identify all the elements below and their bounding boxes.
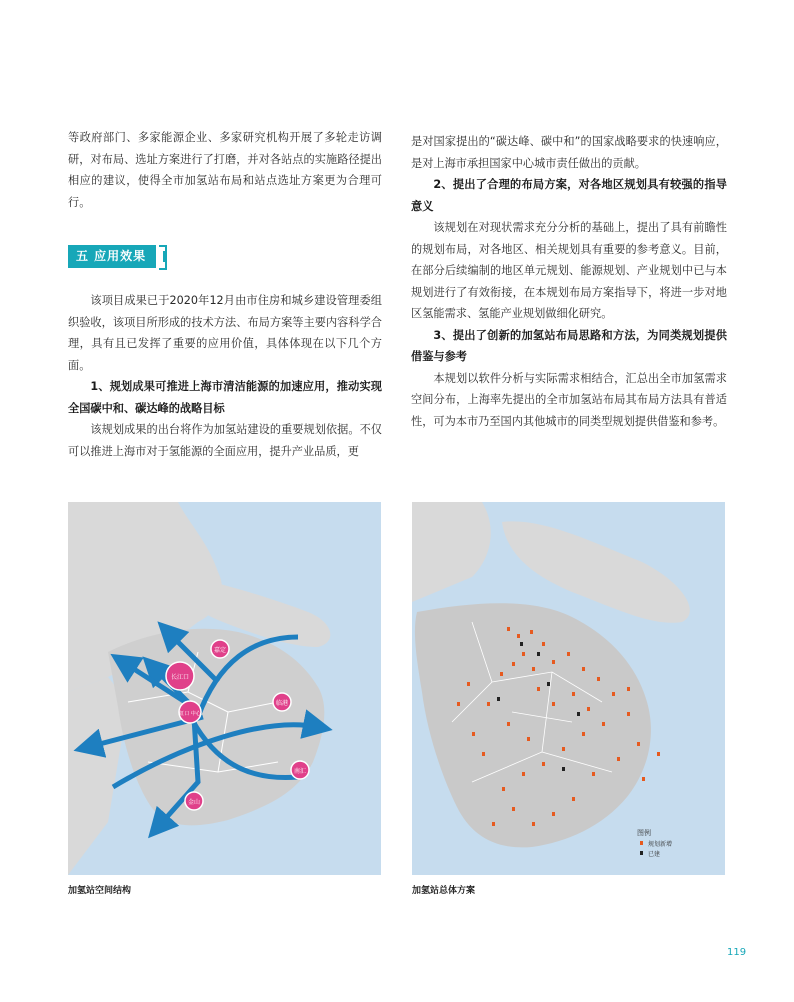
legend-existing-icon [640, 851, 643, 855]
hydrogen-station-overall-plan-map [412, 502, 725, 875]
svg-text:嘉定: 嘉定 [213, 647, 227, 654]
subheading: 1、规划成果可推进上海市清洁能源的加速应用，推动实现全国碳中和、碳达峰的战略目标 [68, 380, 382, 415]
svg-text:临港: 临港 [275, 700, 289, 707]
right-text-column [411, 131, 727, 432]
section-badge [68, 245, 166, 268]
section-title: 五 应用效果 [68, 245, 156, 268]
legend-existing-label: 已建 [648, 851, 661, 858]
legend-planned-icon [640, 841, 643, 845]
map-node [273, 693, 291, 711]
svg-text:金山: 金山 [187, 799, 201, 806]
subheading: 2、提出了合理的布局方案，对各地区规划具有较强的指导意义 [411, 178, 727, 213]
body-paragraph: 该规划成果的出台将作为加氢站建设的重要规划依据。不仅可以推进上海市对于氢能源的全面应用，提升产业品质，更 [68, 423, 382, 458]
map-node [179, 701, 202, 723]
body-paragraph: 本规划以软件分析与实际需求相结合，汇总出全市加氢需求空间分布，上海率先提出的全市加氢站布局其布局方法具有普适性，可为本市乃至国内其他城市的同类型规划提供借鉴和参考。 [411, 371, 727, 428]
intro-paragraph: 等政府部门、多家能源企业、多家研究机构开展了多轮走访调研，对布局、选址方案进行了打磨，并对各站点的实施路径提出相应的建议，使得全市加氢站布局和站点选址方案更为合理可行。 [68, 131, 382, 209]
svg-text:南汇: 南汇 [293, 768, 307, 775]
page-number: 119 [727, 947, 747, 958]
map-node [166, 662, 194, 690]
hydrogen-station-spatial-structure-map [68, 502, 381, 875]
svg-text:虹口 中心: 虹口 中心 [179, 711, 201, 717]
map-node [185, 792, 203, 810]
map-node [211, 640, 229, 658]
body-paragraph: 该规划在对现状需求充分分析的基础上，提出了具有前瞻性的规划布局，对各地区、相关规划具有重要的参考意义。目前，在部分后续编制的地区单元规划、能源规划、产业规划中已与本规划进行了有效衔接，在本规划布局方案指导下，将进一步对地区氢能需求、氢能产业规划做细化研究。 [411, 221, 727, 320]
legend-planned-label: 规划新增 [648, 841, 673, 848]
left-text-column [68, 127, 382, 213]
svg-text:长江口: 长江口 [170, 674, 190, 681]
legend-title: 图例 [637, 829, 651, 837]
figure-caption-right: 加氢站总体方案 [412, 886, 476, 896]
figure-caption-left: 加氢站空间结构 [68, 886, 132, 896]
bracket-decoration-icon [159, 245, 166, 268]
body-paragraph: 是对国家提出的“碳达峰、碳中和”的国家战略要求的快速响应，是对上海市承担国家中心城市责任做出的贡献。 [411, 135, 727, 170]
body-paragraph: 该项目成果已于2020年12月由市住房和城乡建设管理委组织验收，该项目所形成的技术方法、布局方案等主要内容科学合理，具有且已发挥了重要的应用价值，具体体现在以下几个方面。 [68, 294, 382, 372]
subheading: 3、提出了创新的加氢站布局思路和方法，为同类规划提供借鉴与参考 [411, 328, 727, 363]
left-body-column [68, 290, 382, 462]
map-node [291, 761, 309, 779]
